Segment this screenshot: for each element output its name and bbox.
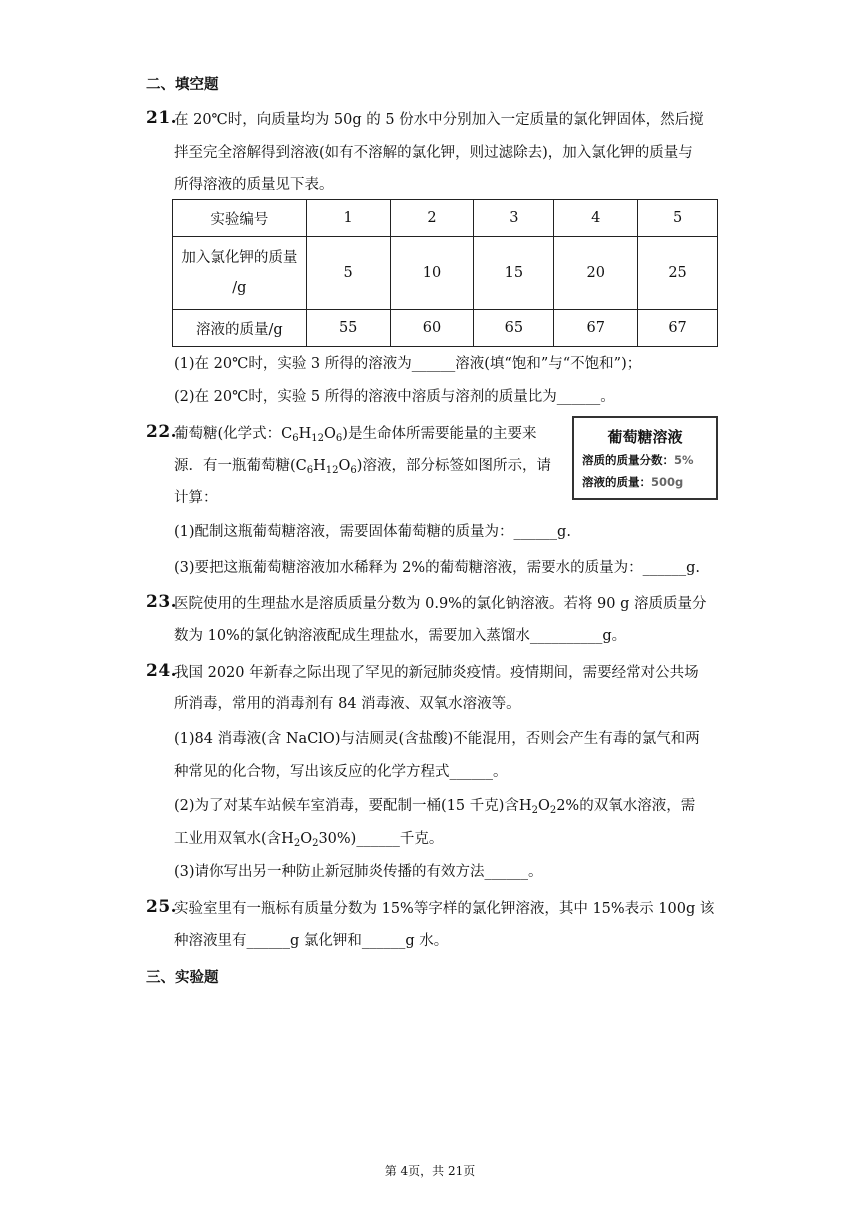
question-text: 实验室里有一瓶标有质量分数为 15%等字样的氯化钾溶液，其中 15%表示 100g 该: [174, 901, 715, 917]
question-text: 在 20℃时，向质量均为 50g 的 5 份水中分别加入一定质量的氯化钾固体，然后搅: [174, 112, 704, 128]
text-run: O: [300, 831, 313, 847]
label-row: [582, 474, 683, 490]
table-cell: 实验编号: [173, 200, 307, 237]
question-text: 拌至完全溶解得到溶液(如有不溶解的氯化钾，则过滤除去)，加入氯化钾的质量与: [174, 145, 693, 161]
section-title-experiment: 三、实验题: [146, 970, 219, 986]
sub-question: 种常见的化合物，写出该反应的化学方程式______。: [174, 764, 508, 780]
question-text: 我国 2020 年新春之际出现了罕见的新冠肺炎疫情。疫情期间，需要经常对公共场: [174, 665, 699, 681]
text-run: 源．有一瓶葡萄糖(C: [174, 458, 307, 474]
question-text: 计算：: [174, 490, 218, 506]
text-run: 葡萄糖(化学式：C: [174, 426, 293, 442]
question-number: 21.: [146, 108, 178, 128]
question-text: 种溶液里有______g 氯化钾和______g 水。: [174, 933, 449, 949]
sub-question: (3)要把这瓶葡萄糖溶液加水稀释为 2%的葡萄糖溶液，需要水的质量为：______g.: [174, 560, 701, 576]
table-cell: 15: [474, 237, 554, 310]
table-cell: 10: [390, 237, 474, 310]
sub-question: (2)在 20℃时，实验 5 所得的溶液中溶质与溶剂的质量比为______。: [174, 389, 615, 405]
table-cell: 25: [638, 237, 718, 310]
subscript: 6: [306, 465, 314, 476]
table-cell: 67: [554, 310, 638, 347]
row-label-unit: /g: [232, 280, 247, 296]
subscript: 6: [350, 465, 357, 476]
question-text: 所得溶液的质量见下表。: [174, 177, 334, 193]
table-cell: 2: [390, 200, 474, 237]
row-label: 加入氯化钾的质量: [181, 250, 298, 266]
table-cell: 5: [306, 237, 390, 310]
sub-question: (3)请你写出另一种防止新冠肺炎传播的有效方法______。: [174, 864, 543, 880]
text-run: (2)为了对某车站候车室消毒，要配制一桶(15 千克)含H: [174, 798, 532, 814]
question-number: 25.: [146, 897, 178, 917]
question-number: 22.: [146, 422, 178, 442]
table-cell: [173, 237, 307, 310]
label-value: 5%: [674, 453, 694, 467]
table-cell: 20: [554, 237, 638, 310]
subscript: 12: [311, 433, 325, 444]
question-text: [174, 456, 551, 481]
glucose-solution-label-image: [572, 416, 718, 500]
label-row: [582, 452, 694, 468]
text-run: )是生命体所需要能量的主要来: [342, 426, 537, 442]
table-cell: 65: [474, 310, 554, 347]
sub-question: (1)在 20℃时，实验 3 所得的溶液为______溶液(填“饱和”与“不饱和”)；: [174, 356, 642, 372]
label-key: 溶质的质量分数：: [582, 453, 674, 467]
label-value: 500g: [651, 475, 684, 489]
section-title-fill-in: 二、填空题: [146, 77, 219, 93]
question-text: [174, 424, 536, 449]
subscript: 2: [549, 805, 557, 816]
question-text: 数为 10%的氯化钠溶液配成生理盐水，需要加入蒸馏水__________g。: [174, 628, 627, 644]
text-run: 2%的双氧水溶液，需: [556, 798, 696, 814]
table-cell: 溶液的质量/g: [173, 310, 307, 347]
subscript: 6: [335, 433, 343, 444]
table-cell: 55: [306, 310, 390, 347]
text-run: H: [313, 458, 326, 474]
text-run: O: [537, 798, 550, 814]
question-text: 医院使用的生理盐水是溶质质量分数为 0.9%的氯化钠溶液。若将 90 g 溶质质量分: [174, 596, 707, 612]
table-cell: 4: [554, 200, 638, 237]
subscript: 2: [293, 838, 301, 849]
sub-question: (1)84 消毒液(含 NaClO)与洁厕灵(含盐酸)不能混用，否则会产生有毒的氯气和两: [174, 731, 700, 747]
table-row: [173, 237, 718, 310]
table-cell: 5: [638, 200, 718, 237]
sub-question: (1)配制这瓶葡萄糖溶液，需要固体葡萄糖的质量为：______g.: [174, 524, 571, 540]
label-key: 溶液的质量：: [582, 475, 651, 489]
subscript: 2: [312, 838, 319, 849]
text-run: 工业用双氧水(含H: [174, 831, 294, 847]
text-run: O: [338, 458, 351, 474]
data-table: [172, 199, 718, 347]
subscript: 12: [325, 465, 339, 476]
table-cell: 3: [474, 200, 554, 237]
subscript: 6: [292, 433, 299, 444]
label-title: 葡萄糖溶液: [607, 428, 683, 446]
table-row: [173, 310, 718, 347]
text-run: 30%)______千克。: [318, 831, 444, 847]
sub-question: [174, 796, 695, 821]
text-run: H: [298, 426, 312, 442]
table-cell: 67: [638, 310, 718, 347]
text-run: )溶液，部分标签如图所示，请: [356, 458, 551, 474]
subscript: 2: [531, 805, 538, 816]
table-row: [173, 200, 718, 237]
question-text: 所消毒，常用的消毒剂有 84 消毒液、双氧水溶液等。: [174, 696, 521, 712]
sub-question: [174, 829, 443, 854]
table-cell: 1: [306, 200, 390, 237]
page-footer: 第 4页，共 21页: [384, 1164, 476, 1178]
text-run: O: [324, 426, 336, 442]
table-cell: 60: [390, 310, 474, 347]
question-number: 24.: [146, 661, 178, 681]
question-number: 23.: [146, 592, 178, 612]
